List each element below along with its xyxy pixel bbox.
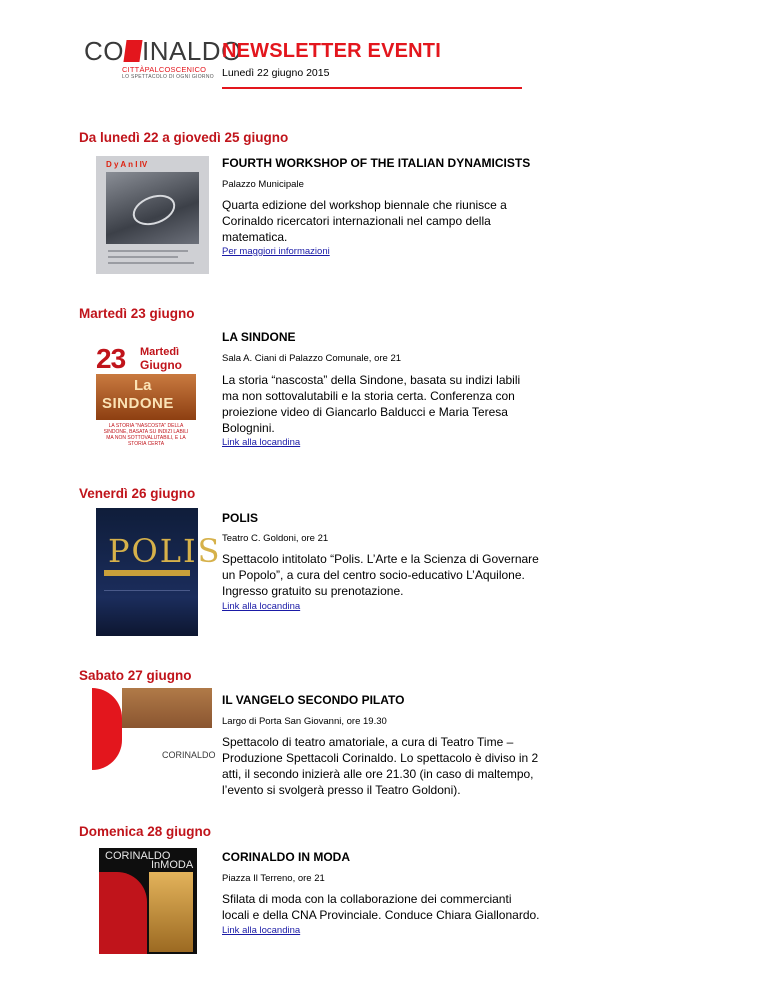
poster-logo: CORINALDO: [162, 750, 216, 760]
event-title: FOURTH WORKSHOP OF THE ITALIAN DYNAMICISTS: [222, 156, 531, 170]
poster-line: [108, 250, 188, 252]
event-location: Teatro C. Goldoni, ore 21: [222, 533, 329, 544]
event-poster-moda[interactable]: [99, 848, 197, 954]
event-date-heading: Sabato 27 giugno: [79, 668, 192, 683]
corinaldo-logo: [80, 36, 242, 80]
poster-day-number: 23: [96, 343, 126, 374]
poster-title: D y A n I IV: [106, 160, 148, 169]
event-poster-polis[interactable]: [96, 508, 222, 636]
event-poster-link[interactable]: Link alla locandina: [222, 601, 301, 612]
poster-la: La: [134, 377, 152, 394]
event-location: Largo di Porta San Giovanni, ore 19.30: [222, 716, 387, 727]
event-date-heading: Venerdì 26 giugno: [79, 486, 196, 501]
event-poster-sindone[interactable]: [96, 327, 196, 455]
newsletter-title: NEWSLETTER EVENTI: [222, 40, 441, 62]
poster-line: [108, 262, 194, 264]
event-description: Quarta edizione del workshop biennale che riunisce a Corinaldo ricercatori internazionali nel campo della matematica.: [222, 198, 507, 244]
event-location: Sala A. Ciani di Palazzo Comunale, ore 21: [222, 353, 402, 364]
logo-wordmark: CO INALDO: [84, 36, 242, 66]
event-location: Piazza Il Terreno, ore 21: [222, 873, 325, 884]
poster-title-line1: CORINALDO: [105, 850, 171, 862]
poster-info-box: [104, 590, 190, 629]
event-poster-vangelo[interactable]: [92, 688, 216, 770]
event-date-heading: Domenica 28 giugno: [79, 824, 212, 839]
poster-red-curtain: [92, 688, 122, 770]
header-divider: [222, 87, 522, 89]
poster-building: [122, 688, 212, 728]
poster-gold-panel: [149, 872, 193, 952]
logo-subtagline: LO SPETTACOLO DI OGNI GIORNO: [122, 74, 214, 80]
poster-title-line2: InMODA: [151, 859, 194, 871]
poster-tagline-bar: [104, 570, 190, 576]
logo-r-mark: [123, 40, 142, 62]
event-title: LA SINDONE: [222, 330, 296, 344]
event-poster-link[interactable]: Link alla locandina: [222, 437, 301, 448]
event-title: POLIS: [222, 511, 259, 525]
event-description: La storia “nascosta” della Sindone, basata su indizi labili ma non sottovalutabili e la storia certa. Conferenza con proiezione video di Giancarlo Balducci e Maria Teresa Bolognini.: [222, 373, 521, 435]
poster-line: [108, 256, 178, 258]
poster-sindone: SINDONE: [102, 395, 174, 412]
event-poster-link[interactable]: Link alla locandina: [222, 925, 301, 936]
event-description: Spettacolo intitolato “Polis. L’Arte e la Scienza di Governare un Popolo”, a cura del centro socio-educativo L’Aquilone. Ingresso gratuito su prenotazione.: [222, 552, 539, 598]
event-description: Sfilata di moda con la collaborazione dei commercianti locali e della CNA Provinciale. Conduce Chiara Giallonardo.: [222, 892, 540, 922]
poster-month: Giugno: [140, 358, 182, 372]
event-title: CORINALDO IN MODA: [222, 850, 350, 864]
poster-weekday: Martedì: [140, 346, 180, 358]
newsletter-date: Lunedì 22 giugno 2015: [222, 67, 330, 79]
event-poster-workshop[interactable]: [96, 156, 209, 274]
event-date-heading: Da lunedì 22 a giovedì 25 giugno: [79, 130, 289, 145]
event-title: IL VANGELO SECONDO PILATO: [222, 693, 405, 707]
poster-red-panel: [99, 872, 147, 954]
poster-caption: LA STORIA "NASCOSTA" DELLA SINDONE, BASATA SU INDIZI LABILI MA NON SOTTOVALUTABILI, E LA STORIA CERTA: [103, 423, 189, 447]
event-description: Spettacolo di teatro amatoriale, a cura di Teatro Time – Produzione Spettacoli Corinaldo. Lo spettacolo è diviso in 2 atti, il secondo inizierà alle ore 21.30 (in caso di maltempo, l’evento si svolgerà presso il Teatro Goldoni).: [222, 735, 539, 797]
event-info-link[interactable]: Per maggiori informazioni: [222, 246, 330, 257]
poster-title: POLIS: [108, 532, 222, 570]
logo-tagline: CITTÀPALCOSCENICO: [122, 65, 207, 74]
event-date-heading: Martedì 23 giugno: [79, 306, 195, 321]
event-location: Palazzo Municipale: [222, 179, 304, 190]
